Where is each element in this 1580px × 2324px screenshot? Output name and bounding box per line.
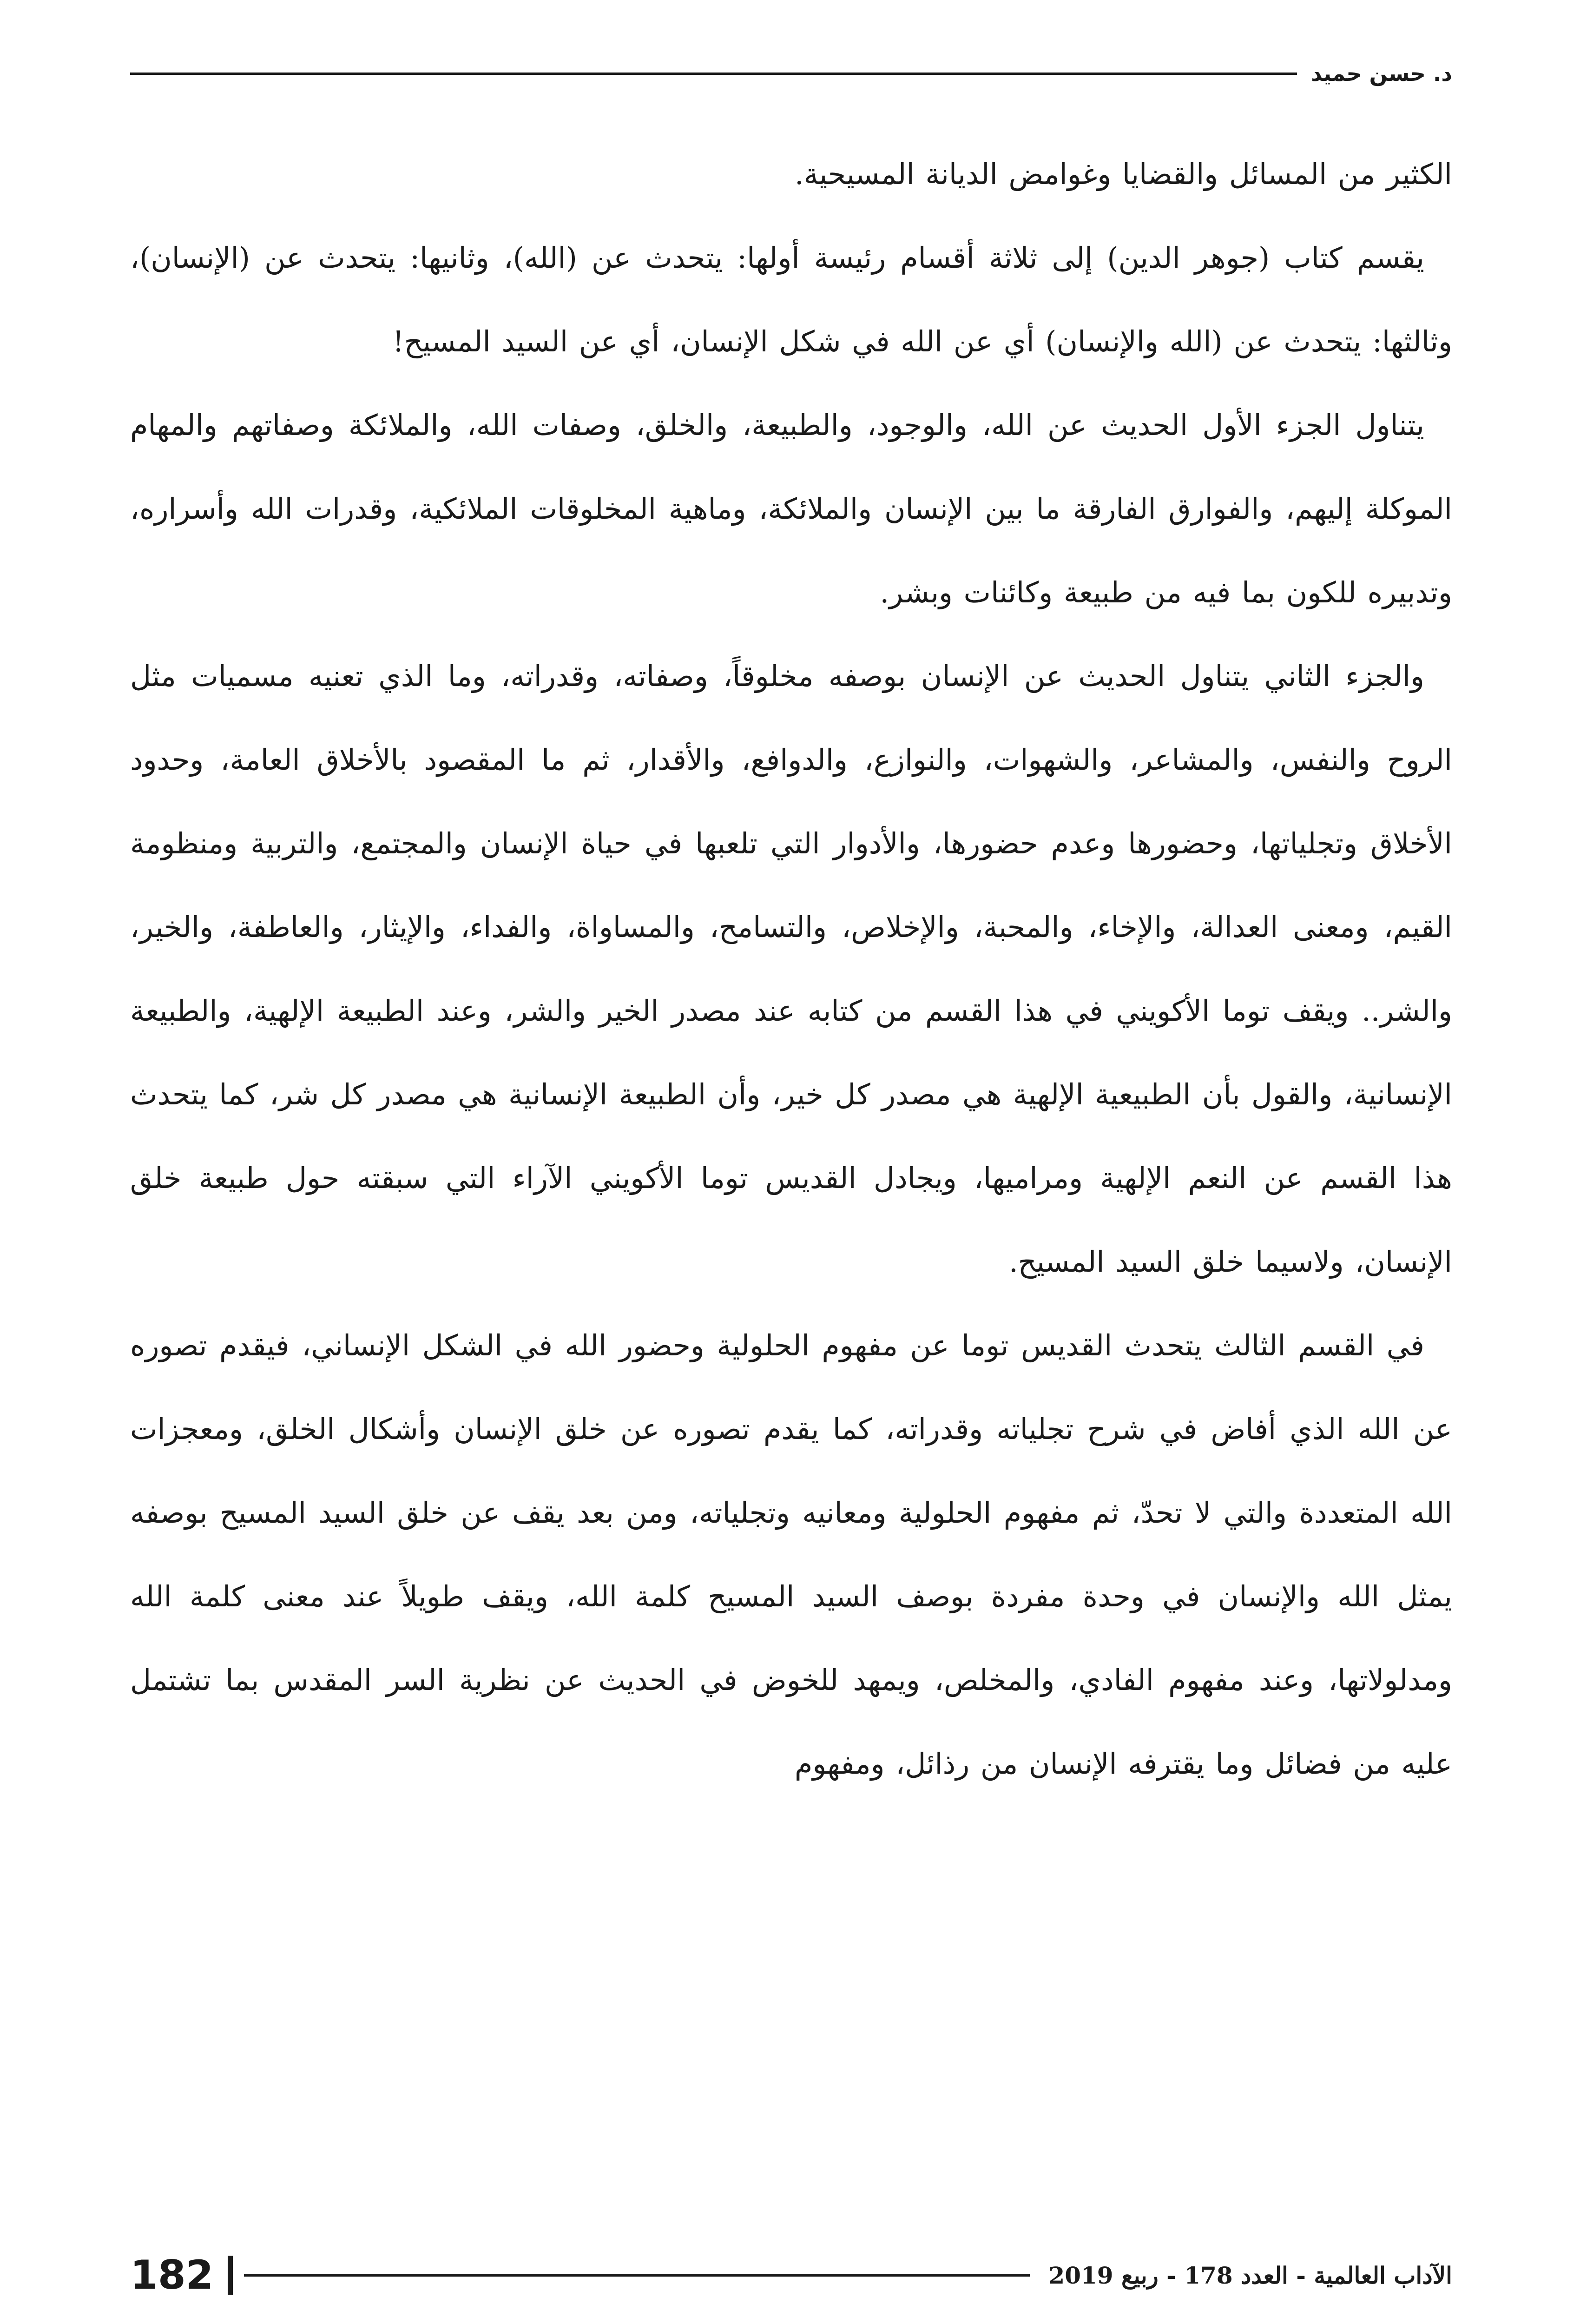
paragraph: والجزء الثاني يتناول الحديث عن الإنسان بوصفه مخلوقاً، وصفاته، وقدراته، وما الذي تعنيه مسميات مثل الروح والنفس، والمشاعر، والشهوات، والنوازع، والدوافع، والأقدار، ثم ما المقصود بالأخلاق العامة، وحدود الأخلاق وتجلياتها، وحضورها وعدم حضورها، والأدوار التي تلعبها في حياة الإنسان والمجتمع، والتربية ومنظومة القيم، ومعنى العدالة، والإخاء، والمحبة، والإخلاص، والتسامح، والمساواة، والفداء، والإيثار، والعاطفة، والخير، والشر.. ويقف توما الأكويني في هذا القسم من كتابه عند مصدر الخير والشر، وعند الطبيعة الإلهية، والطبيعة الإنسانية، والقول بأن الطبيعية الإلهية هي مصدر كل خير، وأن الطبيعة الإنسانية هي مصدر كل شر، كما يتحدث هذا القسم عن النعم الإلهية ومراميها، ويجادل القديس توما الأكويني الآراء التي سبقته حول طبيعة خلق الإنسان، ولاسيما خلق السيد المسيح. <box>130 659 1452 1279</box>
page-number: 182 <box>130 2252 214 2298</box>
paragraph: في القسم الثالث يتحدث القديس توما عن مفهوم الحلولية وحضور الله في الشكل الإنساني، فيقدم تصوره عن الله الذي أفاض في شرح تجلياته وقدراته، كما يقدم تصوره عن خلق الإنسان وأشكال الخلق، ومعجزات الله المتعددة والتي لا تحدّ، ثم مفهوم الحلولية ومعانيه وتجلياته، ومن بعد يقف عن خلق السيد المسيح بوصفه يمثل الله والإنسان في وحدة مفردة بوصف السيد المسيح كلمة الله، ويقف طويلاً عند معنى كلمة الله ومدلولاتها، وعند مفهوم الفادي، والمخلص، ويمهد للخوض في الحديث عن نظرية السر المقدس بما تشتمل عليه من فضائل وما يقترفه الإنسان من رذائل، ومفهوم <box>130 1328 1452 1781</box>
author-name: د. حسن حميد <box>1311 61 1452 86</box>
page-number-bar <box>228 2256 233 2295</box>
paragraph: الكثير من المسائل والقضايا وغوامض الديانة المسيحية. <box>795 157 1452 191</box>
page-header <box>130 55 1452 92</box>
header-rule <box>130 73 1297 75</box>
paragraph: يتناول الجزء الأول الحديث عن الله، والوجود، والطبيعة، والخلق، وصفات الله، والملائكة وصفاتهم والمهام الموكلة إليهم، والفوارق الفارقة ما بين الإنسان والملائكة، وماهية المخلوقات الملائكية، وقدرات الله وأسراره، وتدبيره للكون بما فيه من طبيعة وكائنات وبشر. <box>130 408 1452 609</box>
footer-rule <box>244 2274 1030 2277</box>
body-text <box>130 132 1452 1806</box>
footer-left <box>130 2252 1048 2298</box>
page-footer <box>130 2250 1452 2301</box>
journal-issue: الآداب العالمية - العدد 178 - ربيع 2019 <box>1048 2261 1452 2289</box>
paragraph: يقسم كتاب (جوهر الدين) إلى ثلاثة أقسام رئيسة أولها: يتحدث عن (الله)، وثانيها: يتحدث عن (الإنسان)، وثالثها: يتحدث عن (الله والإنسان) أي عن الله في شكل الإنسان، أي عن السيد المسيح! <box>130 241 1452 358</box>
